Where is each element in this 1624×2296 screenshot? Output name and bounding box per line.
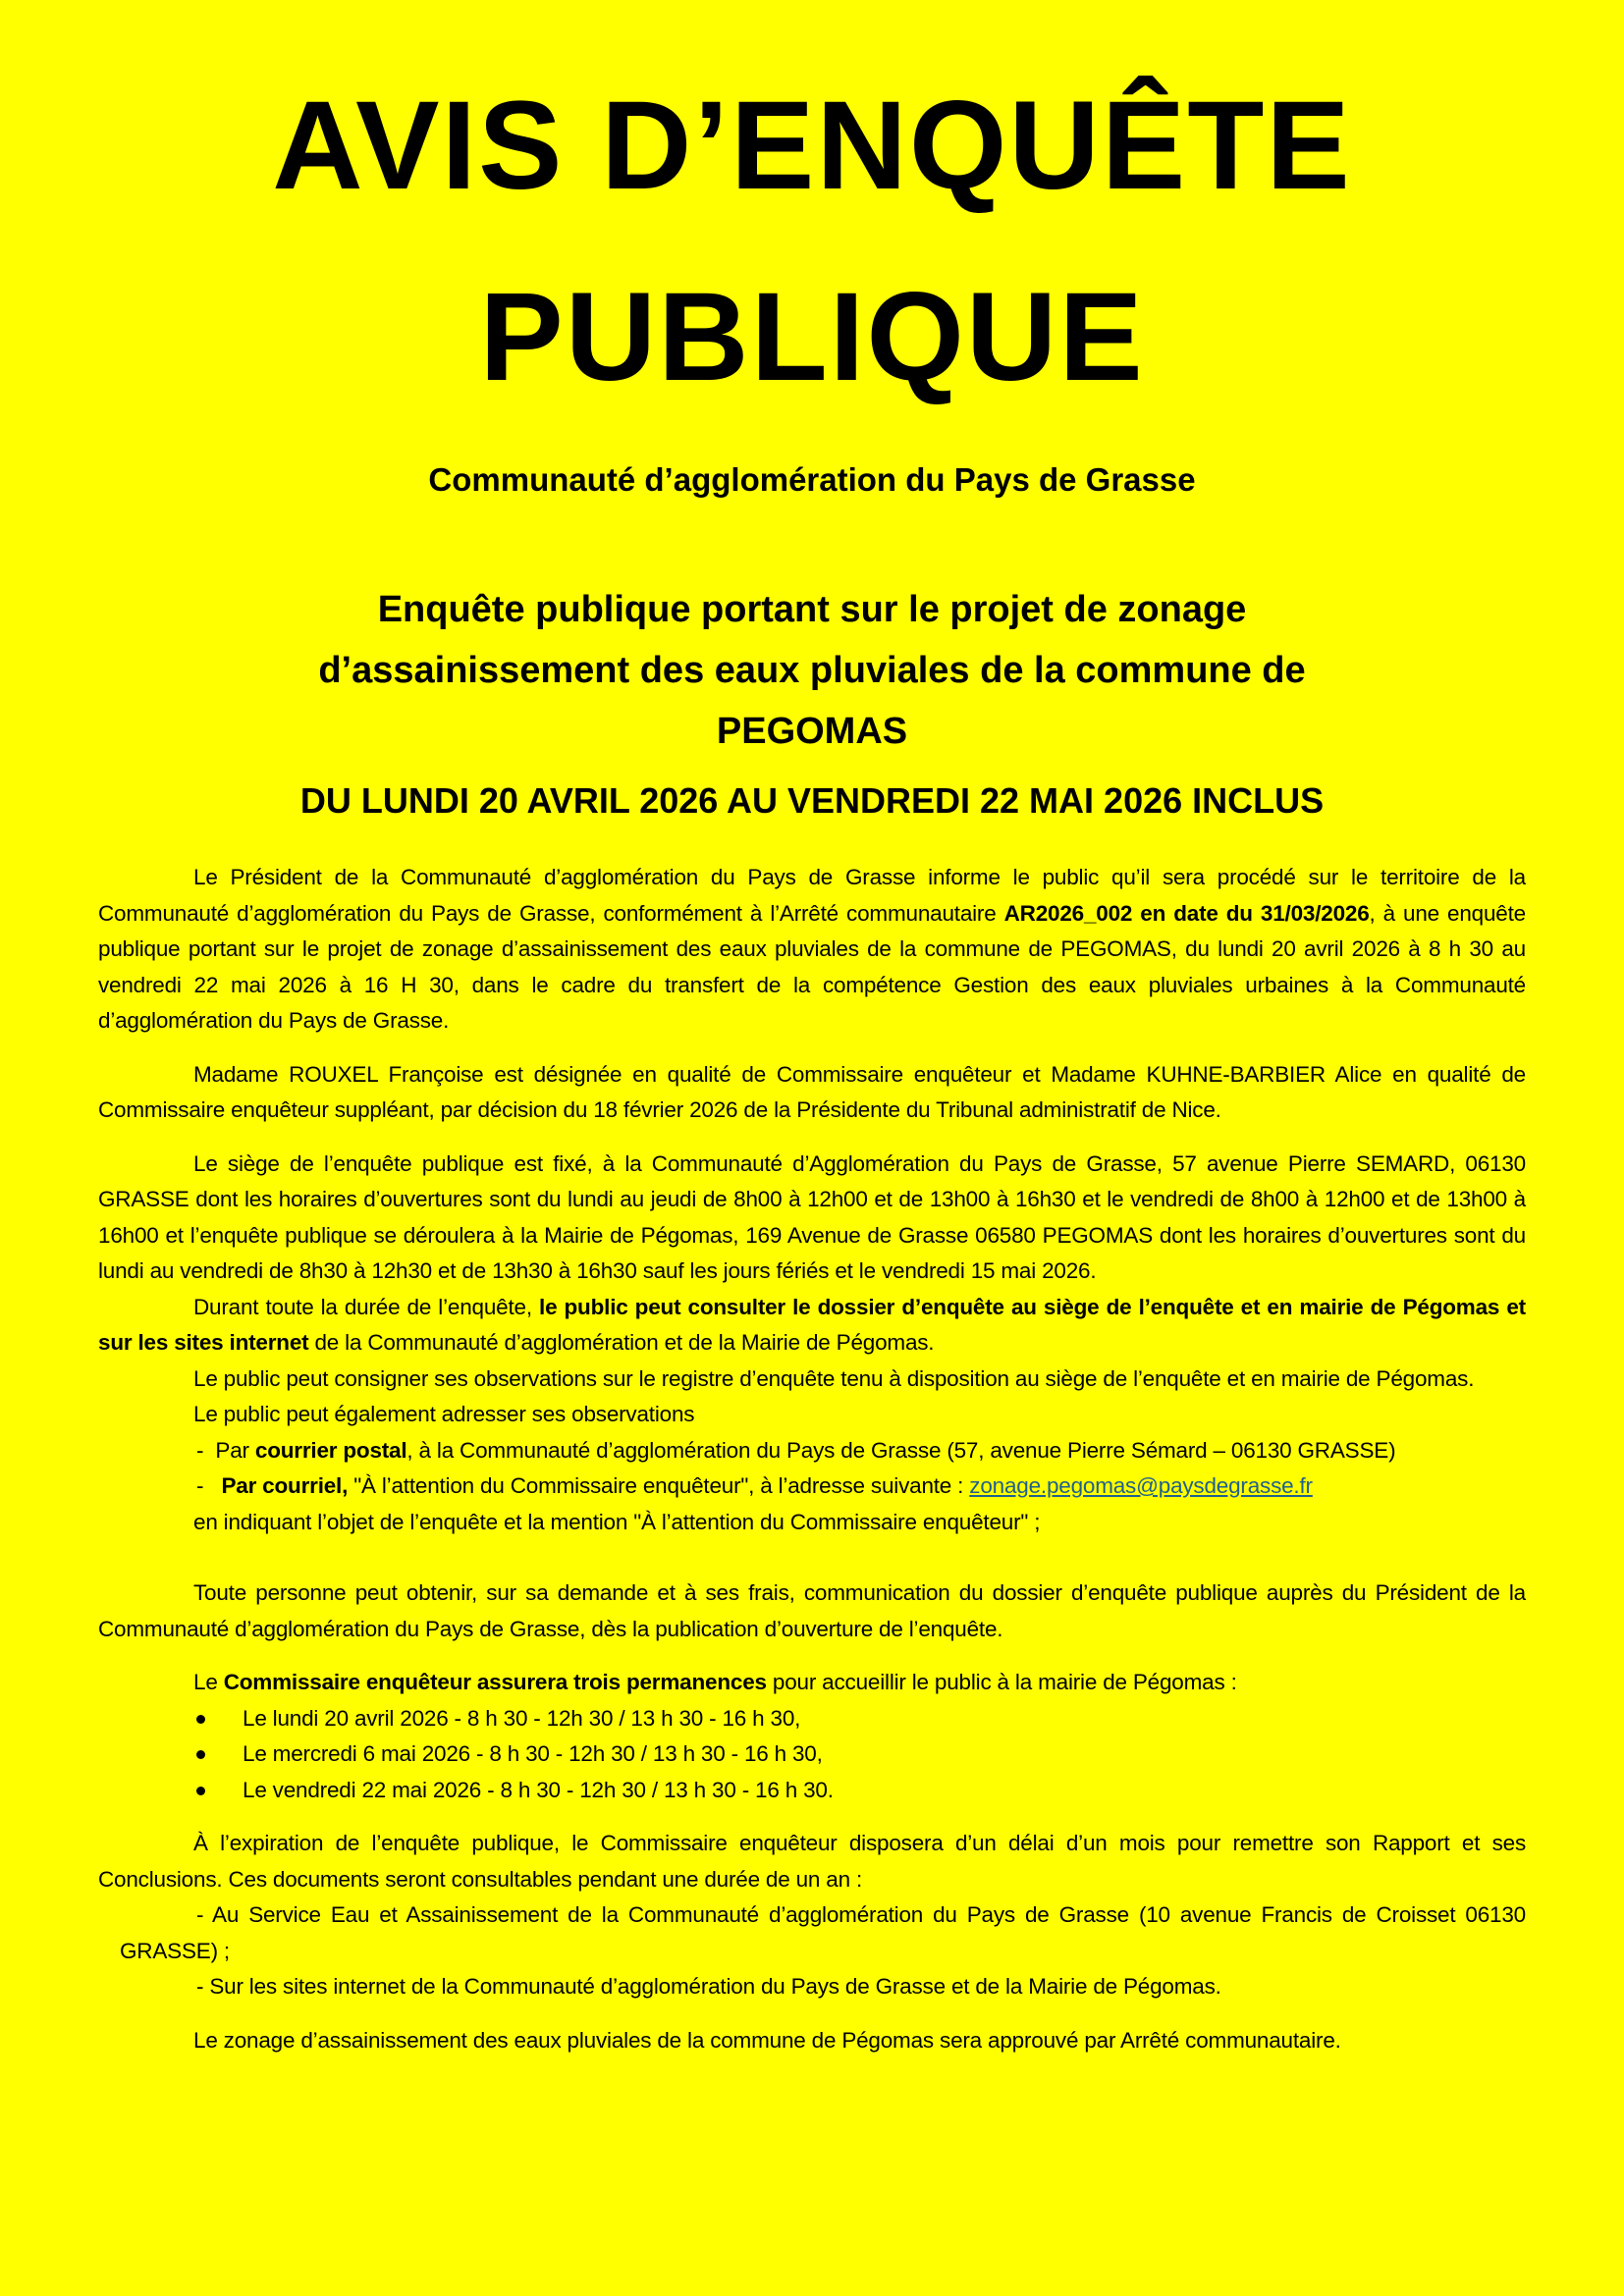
- paragraph-text: Par: [215, 1437, 255, 1463]
- paragraph-approval: Le zonage d’assainissement des eaux pluviales de la commune de Pégomas sera approuvé par Arrêté communautaire.: [193, 2027, 1341, 2053]
- dash-marker: -: [196, 1437, 204, 1463]
- report-location-service: - Au Service Eau et Assainissement de la Communauté d’agglomération du Pays de Grasse (10 avenue Francis de Croisset 06130 GRASSE) ;: [120, 1902, 1526, 1963]
- paragraph-president: [98, 860, 1526, 1040]
- paragraph-observations: Le public peut également adresser ses observations: [193, 1402, 695, 1426]
- permanences-highlight: Commissaire enquêteur assurera trois permanences: [223, 1670, 767, 1694]
- paragraph-text: Durant toute la durée de l’enquête,: [193, 1294, 540, 1319]
- email-label: Par courriel,: [221, 1473, 349, 1498]
- notice-title-line1: AVIS D’ENQUÊTE: [272, 76, 1352, 216]
- report-location-websites: - Sur les sites internet de la Communauté d’agglomération du Pays de Grasse et de la Mairie de Pégomas.: [196, 1974, 1221, 1999]
- dash-marker: -: [196, 1473, 204, 1498]
- decree-reference: AR2026_002 en date du 31/03/2026: [1003, 900, 1370, 926]
- notice-title-line2: PUBLIQUE: [479, 267, 1145, 407]
- permanence-date: Le mercredi 6 mai 2026 - 8 h 30 - 12h 30 / 13 h 30 - 16 h 30,: [243, 1741, 823, 1766]
- subject-line-1: Enquête publique portant sur le projet de zonage: [377, 589, 1247, 630]
- organization-name: Communauté d’agglomération du Pays de Grasse: [428, 461, 1196, 498]
- inquiry-dates: DU LUNDI 20 AVRIL 2026 AU VENDREDI 22 MAI 2026 INCLUS: [299, 780, 1325, 821]
- paragraph-consultation: [98, 1290, 1526, 1362]
- list-item: [98, 1736, 1526, 1773]
- email-link[interactable]: zonage.pegomas@paysdegrasse.fr: [969, 1473, 1313, 1498]
- observation-method-email: [98, 1468, 1526, 1505]
- paragraph-text: Le Président de la Communauté d’agglomération du Pays de Grasse informe le public qu’il sera procédé sur le territoire de la Communauté d’agglomération du Pays de Grasse, conformément à l’Arrêté communautaire: [98, 865, 1526, 926]
- subject-line-2: d’assainissement des eaux pluviales de la commune de: [318, 650, 1306, 691]
- paragraph-commissioner: Madame ROUXEL Françoise est désignée en qualité de Commissaire enquêteur et Madame KUHNE-BARBIER Alice en qualité de Commissaire enquêteur suppléant, par décision du 18 février 2026 de la Présidente du Tribunal administratif de Nice.: [98, 1061, 1526, 1122]
- paragraph-dossier-request: Toute personne peut obtenir, sur sa demande et à ses frais, communication du dossier d’enquête publique auprès du Président de la Communauté d’agglomération du Pays de Grasse, dès la publication d’ouverture de l’enquête.: [98, 1580, 1526, 1641]
- postal-address: , à la Communauté d’agglomération du Pays de Grasse (57, avenue Pierre Sémard – 06130 GRASSE): [406, 1437, 1396, 1463]
- bullet-icon: [196, 1715, 205, 1724]
- permanence-date: Le vendredi 22 mai 2026 - 8 h 30 - 12h 30 / 13 h 30 - 16 h 30.: [243, 1777, 834, 1802]
- consultation-highlight: le public peut consulter le dossier d’enquête au siège de l’enquête et en mairie de Pégomas et sur les sites internet: [98, 1294, 1526, 1355]
- list-item: [98, 1773, 1526, 1809]
- paragraph-text: pour accueillir le public à la mairie de Pégomas :: [766, 1670, 1237, 1694]
- paragraph-register: Le public peut consigner ses observations sur le registre d’enquête tenu à disposition au siège de l’enquête et en mairie de Pégomas.: [193, 1365, 1475, 1391]
- subject-line-3: PEGOMAS: [716, 711, 908, 752]
- paragraph-permanences: [98, 1665, 1526, 1701]
- inquiry-subject: [88, 579, 1536, 762]
- paragraph-seat: Le siège de l’enquête publique est fixé, à la Communauté d’Agglomération du Pays de Grasse, 57 avenue Pierre SEMARD, 06130 GRASSE dont les horaires d’ouvertures sont du lundi au jeudi de 8h00 à 12h00 et de 13h00 à 16h30 et le vendredi de 8h00 à 12h00 et de 13h00 à 16h00 et l’enquête publique se déroulera à la Mairie de Pégomas, 169 Avenue de Grasse 06580 PEGOMAS dont les horaires d’ouvertures sont du lundi au vendredi de 8h30 à 12h30 et de 13h30 à 16h30 sauf les jours fériés et le vendredi 15 mai 2026.: [98, 1150, 1526, 1283]
- observation-method-postal: [98, 1433, 1526, 1469]
- notice-body: [98, 860, 1526, 2058]
- bullet-icon: [196, 1787, 205, 1795]
- paragraph-text: "À l’attention du Commissaire enquêteur", à l’adresse suivante :: [348, 1473, 970, 1498]
- email-instructions: en indiquant l’objet de l’enquête et la mention "À l’attention du Commissaire enquêteur" ;: [193, 1509, 1041, 1534]
- list-item: [98, 1701, 1526, 1737]
- bullet-icon: [196, 1750, 205, 1759]
- paragraph-report: À l’expiration de l’enquête publique, le Commissaire enquêteur disposera d’un délai d’un mois pour remettre son Rapport et ses Conclusions. Ces documents seront consultables pendant une durée de un an :: [98, 1831, 1526, 1892]
- paragraph-text: , à une enquête publique portant sur le projet de zonage d’assainissement des eaux pluviales de la commune de PEGOMAS, du lundi 20 avril 2026 à 8 h 30 au vendredi 22 mai 2026 à 16 H 30, dans le cadre du transfert de la compétence Gestion des eaux pluviales urbaines à la Communauté d’agglomération du Pays de Grasse.: [98, 900, 1526, 1033]
- paragraph-text: de la Communauté d’agglomération et de la Mairie de Pégomas.: [308, 1330, 935, 1355]
- postal-label: courrier postal: [254, 1437, 407, 1463]
- permanences-list: [98, 1701, 1526, 1809]
- permanence-date: Le lundi 20 avril 2026 - 8 h 30 - 12h 30 / 13 h 30 - 16 h 30,: [243, 1705, 801, 1731]
- paragraph-text: Le: [193, 1670, 224, 1694]
